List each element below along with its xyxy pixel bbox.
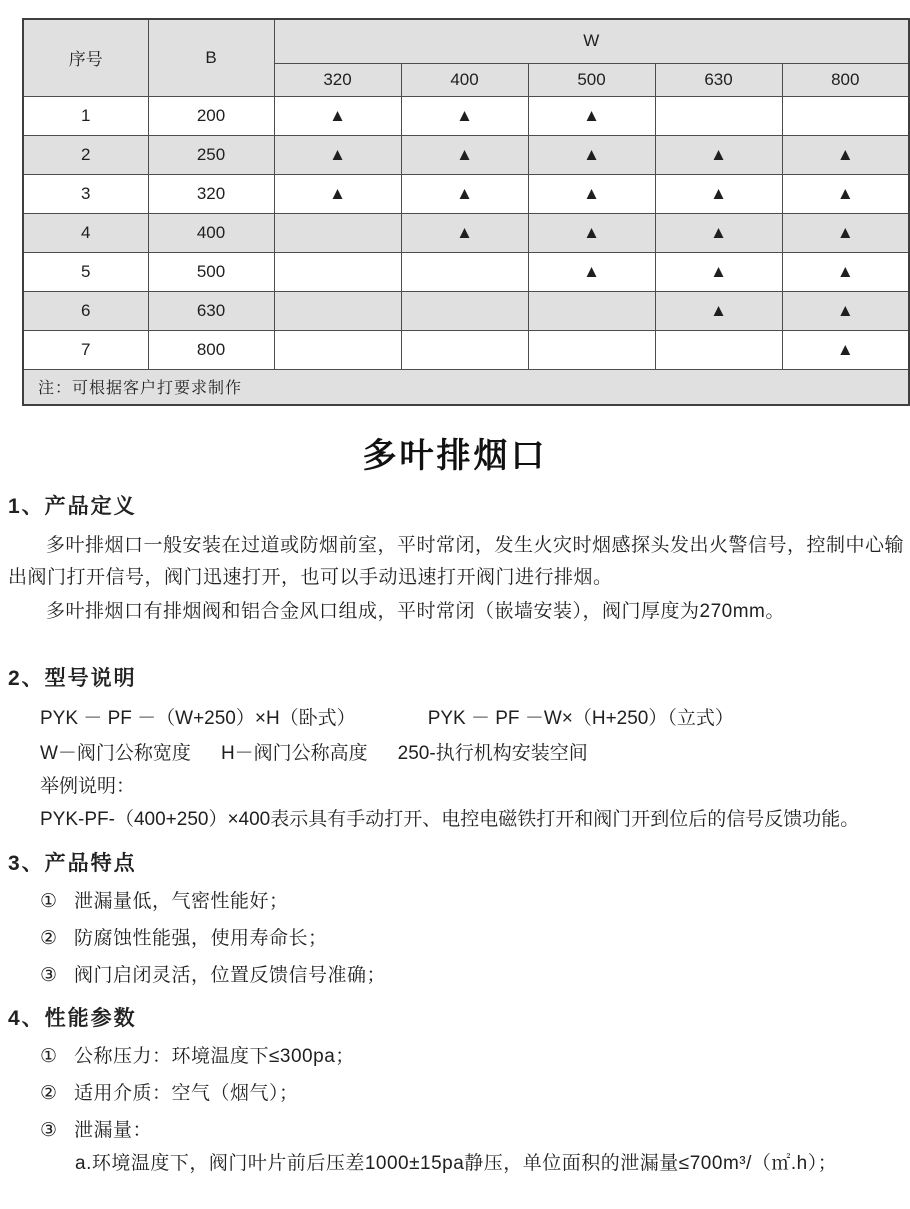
table-row [23, 96, 909, 135]
availability-mark-cell: ▲ [401, 213, 528, 252]
empty-cell [401, 291, 528, 330]
availability-mark-cell: ▲ [401, 96, 528, 135]
features-list [8, 887, 904, 990]
b-value-cell: 320 [148, 174, 274, 213]
b-value-cell: 400 [148, 213, 274, 252]
empty-cell [274, 330, 401, 369]
serial-cell: 3 [23, 174, 148, 213]
section-model-description [8, 664, 904, 835]
model-formulas [40, 704, 904, 734]
item-text: 泄漏量： [74, 1120, 153, 1141]
w-column-header: 320 [274, 63, 401, 96]
circled-number: ① [40, 891, 58, 912]
item-text: 公称压力：环境温度下≤300pa； [74, 1046, 355, 1067]
table-note: 注：可根据客户打要求制作 [23, 369, 909, 405]
w-column-header: 400 [401, 63, 528, 96]
content [8, 492, 904, 1179]
section-product-features [8, 849, 904, 990]
formula-horizontal: PYK － PF －（W+250）×H（卧式） [40, 708, 356, 729]
empty-cell [528, 291, 655, 330]
item-text: 阀门启闭灵活，位置反馈信号准确； [74, 965, 387, 986]
legend-250: 250-执行机构安装空间 [397, 743, 588, 764]
legend-h: H－阀门公称高度 [220, 743, 368, 764]
section-heading: 1、产品定义 [8, 495, 137, 518]
definition-paragraph: 多叶排烟口一般安装在过道或防烟前室，平时常闭，发生火灾时烟感探头发出火警信号，控制中心输出阀门打开信号，阀门迅速打开，也可以手动迅速打开阀门进行排烟。 [8, 535, 905, 588]
section-heading: 2、型号说明 [8, 667, 137, 690]
numbered-item [40, 1042, 904, 1071]
circled-number: ② [40, 1083, 58, 1104]
numbered-item [40, 961, 904, 990]
example-text: PYK-PF-（400+250）×400表示具有手动打开、电控电磁铁打开和阀门开到位后的信号反馈功能。 [40, 809, 860, 830]
page-title: 多叶排烟口 [362, 437, 548, 475]
table-row [23, 135, 909, 174]
table-row [23, 330, 909, 369]
empty-cell [528, 330, 655, 369]
table-row [23, 174, 909, 213]
circled-number: ② [40, 928, 58, 949]
item-text: 泄漏量低，气密性能好； [74, 891, 289, 912]
availability-mark-cell: ▲ [655, 213, 782, 252]
w-column-header: 500 [528, 63, 655, 96]
empty-cell [274, 252, 401, 291]
circled-number: ③ [40, 1120, 58, 1141]
availability-mark-cell: ▲ [274, 96, 401, 135]
circled-number: ① [40, 1046, 58, 1067]
legend-w: W－阀门公称宽度 [40, 743, 191, 764]
serial-cell: 7 [23, 330, 148, 369]
section-heading: 4、性能参数 [8, 1007, 137, 1030]
numbered-item [40, 887, 904, 916]
table-row [23, 213, 909, 252]
empty-cell [782, 96, 909, 135]
availability-mark-cell: ▲ [782, 252, 909, 291]
numbered-item [40, 1116, 904, 1145]
availability-mark-cell: ▲ [655, 135, 782, 174]
numbered-item [40, 924, 904, 953]
spec-table [22, 18, 910, 406]
leakage-sub-item: a.环境温度下，阀门叶片前后压差1000±15pa静压，单位面积的泄漏量≤700m³/（㎡.h）； [75, 1153, 838, 1174]
spec-table-wrap [22, 18, 908, 406]
formula-legend [40, 739, 904, 769]
serial-cell: 2 [23, 135, 148, 174]
availability-mark-cell: ▲ [401, 135, 528, 174]
availability-mark-cell: ▲ [274, 174, 401, 213]
availability-mark-cell: ▲ [782, 213, 909, 252]
table-note-row [23, 369, 909, 405]
availability-mark-cell: ▲ [782, 174, 909, 213]
b-value-cell: 200 [148, 96, 274, 135]
serial-cell: 5 [23, 252, 148, 291]
table-row [23, 252, 909, 291]
example-label: 举例说明： [40, 776, 136, 797]
availability-mark-cell: ▲ [782, 291, 909, 330]
empty-cell [401, 252, 528, 291]
b-column-header: B [148, 19, 274, 96]
item-text: 适用介质：空气（烟气）； [74, 1083, 299, 1104]
serial-cell: 4 [23, 213, 148, 252]
availability-mark-cell: ▲ [528, 96, 655, 135]
empty-cell [274, 291, 401, 330]
empty-cell [401, 330, 528, 369]
empty-cell [655, 96, 782, 135]
circled-number: ③ [40, 965, 58, 986]
serial-column-header: 序号 [23, 19, 148, 96]
numbered-item [40, 1079, 904, 1108]
availability-mark-cell: ▲ [401, 174, 528, 213]
b-value-cell: 250 [148, 135, 274, 174]
availability-mark-cell: ▲ [274, 135, 401, 174]
item-text: 防腐蚀性能强，使用寿命长； [74, 928, 328, 949]
availability-mark-cell: ▲ [528, 135, 655, 174]
table-row [23, 291, 909, 330]
section-performance-parameters [8, 1004, 904, 1179]
availability-mark-cell: ▲ [655, 174, 782, 213]
availability-mark-cell: ▲ [528, 213, 655, 252]
section-product-definition [8, 492, 904, 628]
availability-mark-cell: ▲ [655, 252, 782, 291]
w-column-header: 630 [655, 63, 782, 96]
availability-mark-cell: ▲ [528, 174, 655, 213]
serial-cell: 6 [23, 291, 148, 330]
w-column-header: 800 [782, 63, 909, 96]
availability-mark-cell: ▲ [782, 330, 909, 369]
b-value-cell: 800 [148, 330, 274, 369]
availability-mark-cell: ▲ [528, 252, 655, 291]
b-value-cell: 500 [148, 252, 274, 291]
w-group-header: W [274, 19, 909, 63]
empty-cell [655, 330, 782, 369]
formula-vertical: PYK － PF －W×（H+250）（立式） [427, 708, 734, 729]
section-heading: 3、产品特点 [8, 852, 137, 875]
availability-mark-cell: ▲ [782, 135, 909, 174]
b-value-cell: 630 [148, 291, 274, 330]
definition-paragraph: 多叶排烟口有排烟阀和铝合金风口组成，平时常闭（嵌墙安装），阀门厚度为270mm。 [46, 601, 785, 622]
empty-cell [274, 213, 401, 252]
serial-cell: 1 [23, 96, 148, 135]
header-row-top [23, 19, 909, 63]
availability-mark-cell: ▲ [655, 291, 782, 330]
parameters-list [8, 1042, 904, 1145]
